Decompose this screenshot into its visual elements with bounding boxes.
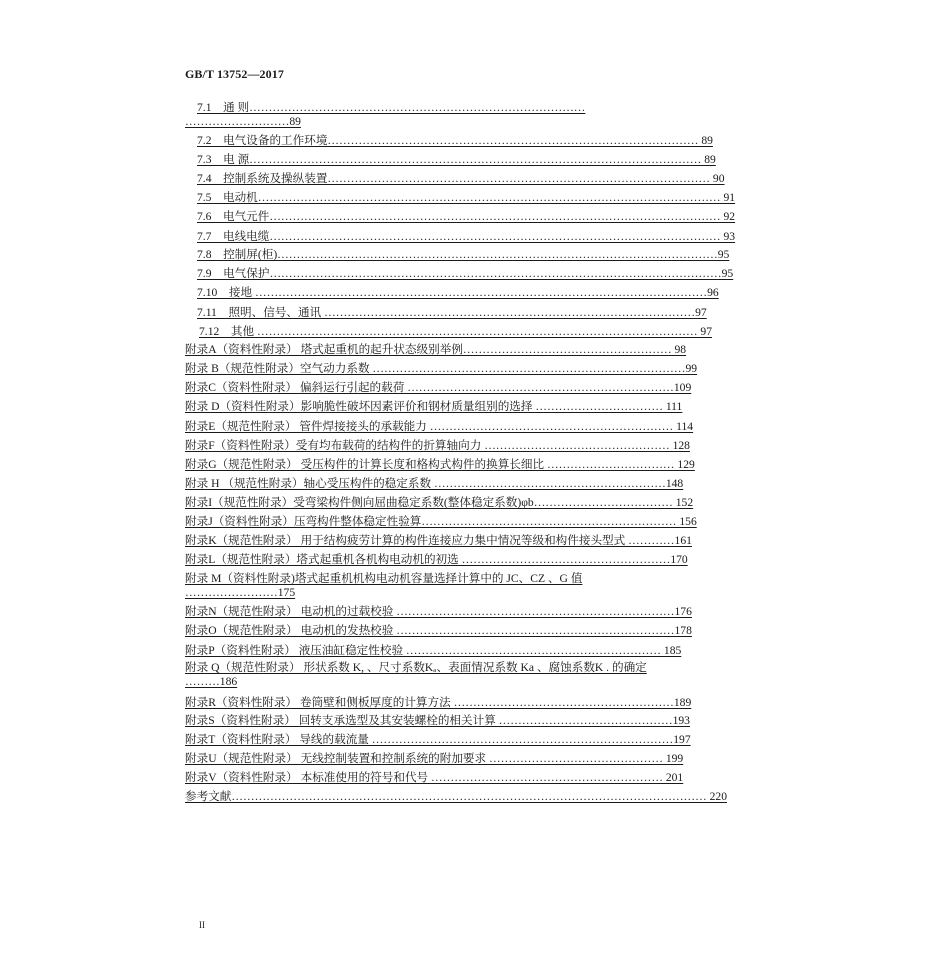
toc-entry-appendix-j[interactable]: 附录J（资料性附录）压弯构件整体稳定性验算………………………………………………………… 156 <box>185 515 697 528</box>
toc-entry-appendix-m[interactable]: 附录 M（资料性附录)塔式起重机机构电动机容量选择计算中的 JC、CZ 、G 值 <box>185 572 583 585</box>
toc-entry-7-2[interactable]: 7.2 电气设备的工作环境…………………………………………………………………………………… 89 <box>197 134 713 147</box>
toc-entry-appendix-q[interactable]: 附录 Q（规范性附录） 形状系数 K, 、尺寸系数Kₐ、表面情况系数 Ka 、腐蚀系数K . 的确定 <box>185 661 647 674</box>
page-number: II <box>199 920 205 930</box>
toc-entry-appendix-k[interactable]: 附录K（规范性附录） 用于结构疲劳计算的构件连接应力集中情况等级和构件接头型式 …………161 <box>185 534 692 547</box>
toc-entry-7-12[interactable]: 7.12 其他 …………………………………………………………………………………………………… 97 <box>199 325 713 338</box>
toc-entry-appendix-h[interactable]: 附录 H （规范性附录）轴心受压构件的稳定系数 ……………………………………………………148 <box>185 477 684 490</box>
standard-number: GB/T 13752—2017 <box>185 67 284 81</box>
toc-entry-7-9[interactable]: 7.9 电气保护………………………………………………………………………………………………………95 <box>197 267 734 280</box>
toc-entry-appendix-m-page[interactable]: ……………………175 <box>185 586 296 599</box>
toc-entry-7-1[interactable]: 7.1 通 则…………………………………………………………………………… <box>197 101 586 114</box>
toc-entry-appendix-o[interactable]: 附录O（规范性附录） 电动机的发热校验 ………………………………………………………………178 <box>185 624 692 637</box>
toc-entry-7-10[interactable]: 7.10 接地 ………………………………………………………………………………………………………96 <box>197 286 719 299</box>
toc-entry-7-5[interactable]: 7.5 电动机………………………………………………………………………………………………………… 91 <box>197 191 736 204</box>
toc-entry-appendix-s[interactable]: 附录S（资料性附录） 回转支承选型及其安装螺栓的相关计算 ………………………………………193 <box>185 714 690 727</box>
toc-entry-appendix-p[interactable]: 附录P（资料性附录） 液压油缸稳定性校验 ………………………………………………………… 185 <box>185 644 682 657</box>
toc-entry-7-6[interactable]: 7.6 电气元件……………………………………………………………………………………………………… 92 <box>197 210 736 223</box>
toc-entry-appendix-b[interactable]: 附录 B（规范性附录）空气动力系数 ………………………………………………………………………99 <box>185 362 698 375</box>
toc-entry-appendix-e[interactable]: 附录E（规范性附录） 管件焊接接头的承载能力 ……………………………………………………… 114 <box>185 420 694 433</box>
toc-entry-appendix-f[interactable]: 附录F（资料性附录）受有均布载荷的结构件的折算轴向力 ………………………………………… 128 <box>185 439 690 452</box>
toc-entry-appendix-i[interactable]: 附录I（规范性附录）受弯梁构件侧向屈曲稳定系数(整体稳定系数)φb……………………………… 152 <box>185 496 694 509</box>
toc-entry-appendix-d[interactable]: 附录 D（资料性附录）影响脆性破坏因素评价和钢材质量组别的选择 …………………………… 111 <box>185 400 683 413</box>
toc-entry-appendix-r[interactable]: 附录R（资料性附录） 卷筒壁和侧板厚度的计算方法 …………………………………………………189 <box>185 696 692 709</box>
toc-entry-appendix-g[interactable]: 附录G（规范性附录） 受压构件的计算长度和格构式构件的换算长细比 …………………………… 129 <box>185 458 695 471</box>
toc-entry-appendix-q-page[interactable]: ………186 <box>185 675 238 688</box>
toc-entry-7-3[interactable]: 7.3 电 源……………………………………………………………………………………………………… 89 <box>197 153 716 166</box>
toc-entry-7-7[interactable]: 7.7 电线电缆……………………………………………………………………………………………………… 93 <box>197 230 736 243</box>
toc-entry-7-8[interactable]: 7.8 控制屏(柜)……………………………………………………………………………………………………95 <box>197 248 730 261</box>
toc-entry-7-11[interactable]: 7.11 照明、信号、通讯 ……………………………………………………………………………………97 <box>197 306 707 319</box>
toc-entry-appendix-l[interactable]: 附录L（规范性附录）塔式起重机各机构电动机的初选 ………………………………………………170 <box>185 553 688 566</box>
toc-entry-appendix-a[interactable]: 附录A（资料性附录） 塔式起重机的起升状态级别举例……………………………………………… 98 <box>185 343 687 356</box>
toc-entry-references[interactable]: 参考文献…………………………………………………………………………………………………………… 220 <box>185 790 728 803</box>
toc-entry-appendix-u[interactable]: 附录U（规范性附录） 无线控制装置和控制系统的附加要求 ……………………………………… 199 <box>185 752 684 765</box>
toc-entry-appendix-n[interactable]: 附录N（规范性附录） 电动机的过载校验 ………………………………………………………………176 <box>185 605 692 618</box>
toc-entry-7-1-page[interactable]: ………………………89 <box>185 115 301 128</box>
toc-entry-appendix-v[interactable]: 附录V（资料性附录） 本标准使用的符号和代号 …………………………………………………… 201 <box>185 771 684 784</box>
toc-entry-appendix-c[interactable]: 附录C（资料性附录） 偏斜运行引起的载荷 ……………………………………………………………109 <box>185 381 692 394</box>
toc-entry-7-4[interactable]: 7.4 控制系统及操纵装置……………………………………………………………………………………… 90 <box>197 172 725 185</box>
toc-entry-appendix-t[interactable]: 附录T（资料性附录） 导线的载流量 ……………………………………………………………………197 <box>185 733 691 746</box>
